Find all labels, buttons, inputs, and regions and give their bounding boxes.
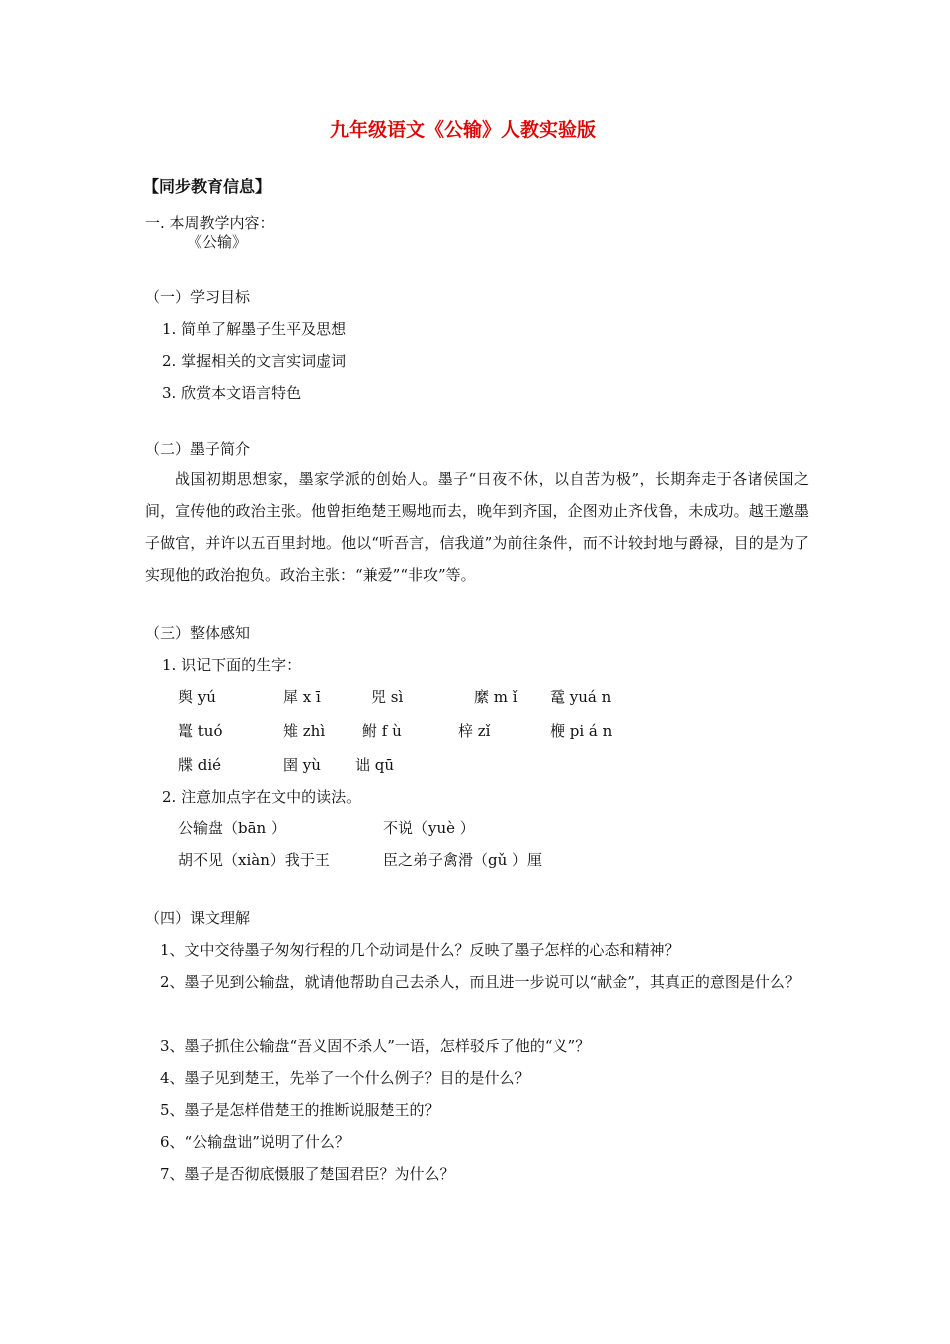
understanding-heading: （四）课文理解	[145, 909, 251, 927]
question-item: 5、墨子是怎样借楚王的推断说服楚王的？	[160, 1101, 440, 1119]
question-item: 7、墨子是否彻底慑服了楚国君臣？为什么？	[160, 1165, 455, 1183]
reading-entry: 臣之弟子禽滑（gǔ ）厘	[383, 851, 543, 869]
question-item: 2、墨子见到公输盘，就请他帮助自己去杀人，而且进一步说可以“献金”，其真正的意图是什么？	[160, 973, 800, 991]
char-entry: 雉 zhì	[283, 722, 326, 740]
goal-item: 1. 简单了解墨子生平及思想	[162, 320, 347, 338]
reading-entry: 胡不见（xiàn）我于王	[178, 851, 330, 869]
char-entry: 楩 pi á n	[550, 722, 613, 740]
goals-heading: （一）学习目标	[145, 288, 251, 306]
page-title: 九年级语文《公输》人教实验版	[330, 119, 597, 141]
char-entry: 牒 dié	[178, 756, 222, 774]
goal-item: 3. 欣赏本文语言特色	[162, 384, 302, 402]
reading-entry: 不说（yuè ）	[383, 819, 475, 837]
question-item: 4、墨子见到楚王，先举了一个什么例子？目的是什么？	[160, 1069, 530, 1087]
overall-item-1: 1. 识记下面的生字：	[162, 656, 302, 674]
char-entry: 鼋 yuá n	[550, 688, 612, 706]
week-content-text: 《公输》	[187, 233, 248, 251]
question-item: 3、墨子抓住公输盘“吾义固不杀人”一语，怎样驳斥了他的“义”？	[160, 1037, 591, 1055]
goal-item: 2. 掌握相关的文言实词虚词	[162, 352, 347, 370]
char-entry: 诎 qū	[355, 756, 395, 774]
overall-item-2: 2. 注意加点字在文中的读法。	[162, 788, 362, 806]
section-header: 【同步教育信息】	[143, 177, 272, 196]
char-entry: 圉 yù	[283, 756, 321, 774]
week-content-label: 一. 本周教学内容：	[145, 214, 275, 232]
char-entry: 鲋 f ù	[362, 722, 402, 740]
intro-paragraph: 战国初期思想家，墨家学派的创始人。墨子“日夜不休，以自苦为极”，长期奔走于各诸侯国之间，宣传他的政治主张。他曾拒绝楚王赐地而去，晚年到齐国，企图劝止齐伐鲁，未成功。越王邀墨子做官，并许以五百里封地。他以“听吾言，信我道”为前往条件，而不计较封地与爵禄，目的是为了实现他的政治抱负。政治主张：“兼爱”“非攻”等。	[145, 470, 809, 584]
char-entry: 兕 sì	[371, 688, 404, 706]
question-item: 1、文中交待墨子匆匆行程的几个动词是什么？反映了墨子怎样的心态和精神？	[160, 941, 680, 959]
question-item: 6、“公输盘诎”说明了什么？	[160, 1133, 350, 1151]
intro-heading: （二）墨子简介	[145, 440, 251, 458]
char-entry: 梓 zǐ	[458, 722, 491, 740]
overall-heading: （三）整体感知	[145, 624, 251, 642]
char-entry: 縻 m ǐ	[474, 688, 518, 706]
char-entry: 鼍 tuó	[178, 722, 223, 740]
reading-entry: 公输盘（bān ）	[178, 819, 286, 837]
char-entry: 犀 x ī	[283, 688, 321, 706]
char-entry: 舆 yú	[178, 688, 216, 706]
